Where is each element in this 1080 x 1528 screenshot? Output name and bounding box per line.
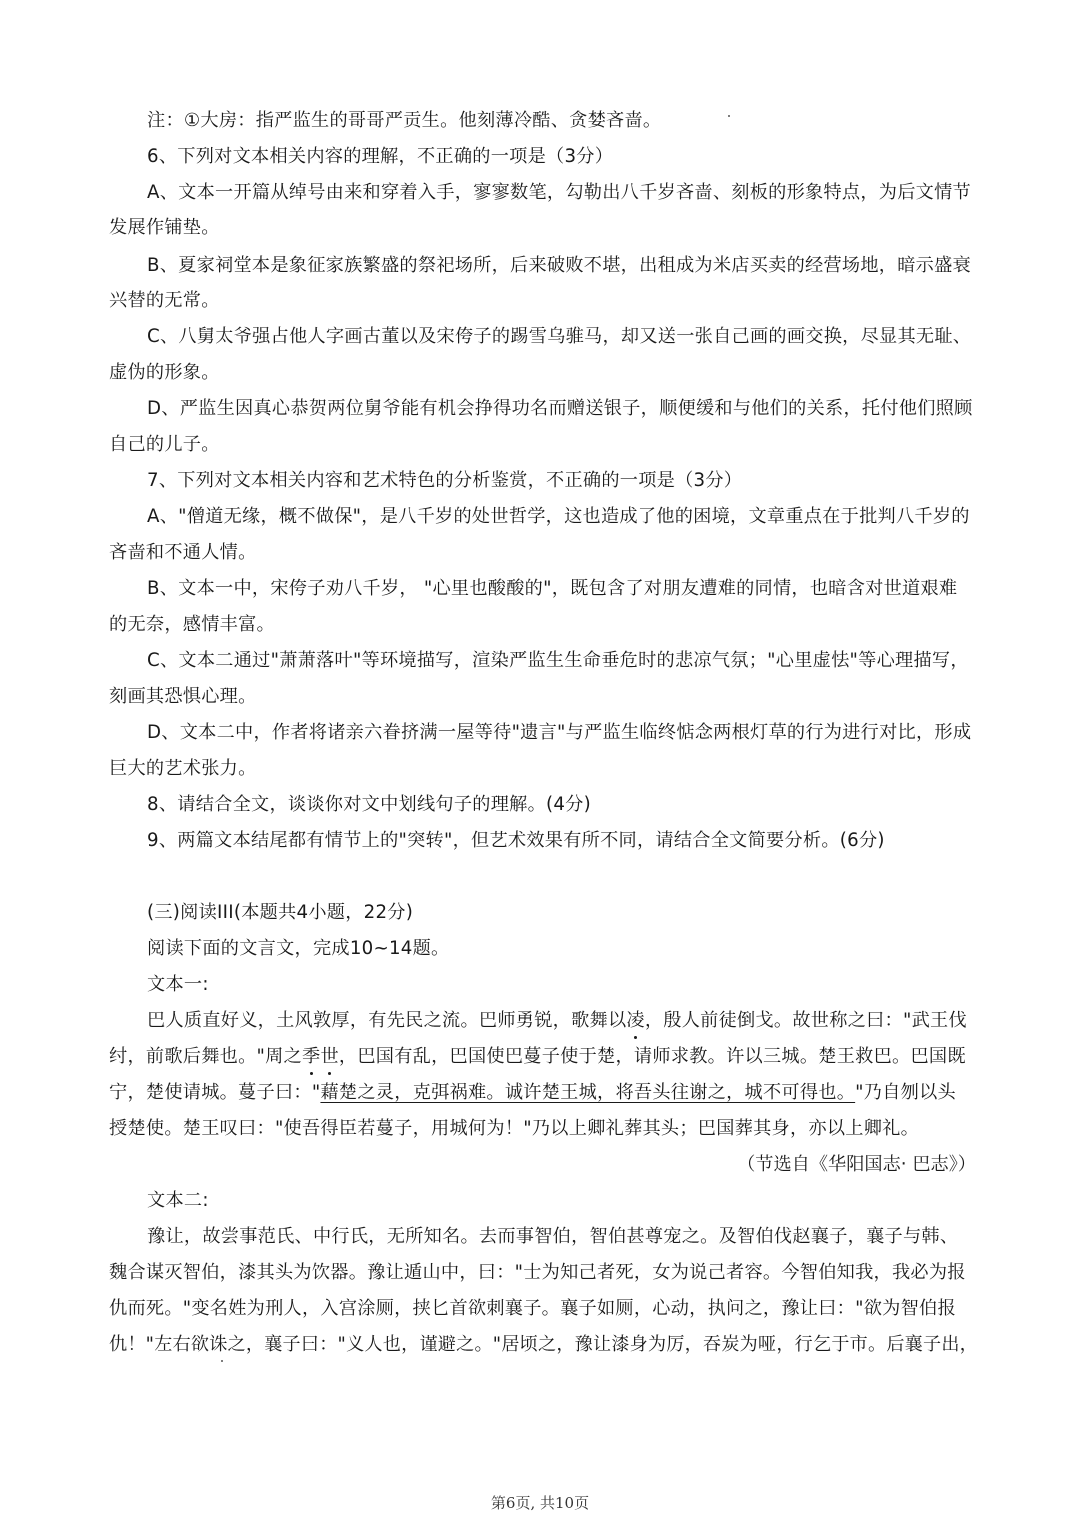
footnote: 注：①大房：指严监生的哥哥严贡生。他刻薄冷酷、贪婪吝啬。 <box>147 110 662 131</box>
text-1-label: 文本一: <box>147 974 209 995</box>
q6-option-c-cont: 虚伪的形象。 <box>109 362 220 383</box>
q6-option-d-cont: 自己的儿子。 <box>109 434 220 455</box>
text-segment: 巴人质直好义，土风敦厚，有先民之流。巴师勇锐，歌舞以 <box>147 1010 627 1031</box>
text-segment: 宁，楚使请城。蔓子曰：" <box>109 1082 321 1103</box>
page-number: 第6页, 共10页 <box>490 1494 590 1512</box>
scan-speck <box>221 1360 223 1362</box>
emphasis-dot-char: 季 <box>302 1046 321 1067</box>
text-1-line-3 <box>109 1081 956 1105</box>
q6-option-d: D、严监生因真心恭贺两位舅爷能有机会挣得功名而赠送银子，顺便缓和与他们的关系，托付他们照顾 <box>147 398 973 419</box>
question-8: 8、请结合全文，谈谈你对文中划线句子的理解。(4分) <box>147 794 591 815</box>
q7-option-c-cont: 刻画其恐惧心理。 <box>109 686 257 707</box>
text-segment: "乃自刎以头 <box>855 1082 956 1103</box>
text-1-line-1 <box>147 1009 967 1033</box>
text-2-line-3: 仇而死。"变名姓为刑人，入宫涂厕，挟匕首欲刺襄子。襄子如厕，心动，执问之，豫让曰："欲为智伯报 <box>109 1298 956 1319</box>
question-6-stem: 6、下列对文本相关内容的理解，不正确的一项是（3分） <box>147 146 614 167</box>
question-7-stem: 7、下列对文本相关内容和艺术特色的分析鉴赏，不正确的一项是（3分） <box>147 470 743 491</box>
q6-option-a: A、文本一开篇从绰号由来和穿着入手，寥寥数笔，勾勒出八千岁吝啬、刻板的形象特点，为后文情节 <box>147 182 971 203</box>
text-segment: ，巴国有乱，巴国使巴蔓子使于楚，请师求教。许以三城。楚王救巴。巴国既 <box>338 1046 966 1067</box>
section-heading: (三)阅读III(本题共4小题，22分) <box>147 902 414 923</box>
q7-option-a: A、"僧道无缘，概不做保"，是八千岁的处世哲学，这也造成了他的困境，文章重点在于批判八千岁的 <box>147 506 970 527</box>
q6-option-b: B、夏家祠堂本是象征家族繁盛的祭祀场所，后来破败不堪，出租成为米店买卖的经营场地，暗示盛衰 <box>147 255 971 276</box>
text-segment: 纣，前歌后舞也。"周之 <box>109 1046 302 1067</box>
q7-option-c: C、文本二通过"萧萧落叶"等环境描写，渲染严监生生命垂危时的悲凉气氛；"心里虚怯"等心理描写， <box>147 650 969 671</box>
text-segment: ，殷人前徒倒戈。故世称之曰："武王伐 <box>644 1010 967 1031</box>
reading-instruction: 阅读下面的文言文，完成10~14题。 <box>147 938 450 959</box>
emphasis-dot-char: 世 <box>320 1046 339 1067</box>
text-2-label: 文本二: <box>147 1190 209 1211</box>
underlined-sentence: 藉楚之灵，克弭祸难。诚许楚王城，将吾头往谢之，城不可得也。 <box>320 1082 856 1103</box>
q7-option-b: B、文本一中，宋侉子劝八千岁， "心里也酸酸的"，既包含了对朋友遭难的同情，也暗含对世道艰难 <box>147 578 958 599</box>
text-1-source: （节选自《华阳国志· 巴志》） <box>737 1154 976 1175</box>
question-9: 9、两篇文本结尾都有情节上的"突转"，但艺术效果有所不同，请结合全文简要分析。(6分) <box>147 830 885 851</box>
q6-option-c: C、八舅太爷强占他人字画古董以及宋侉子的踢雪乌骓马，却又送一张自己画的画交换，尽显其无耻、 <box>147 326 972 347</box>
text-2-line-4: 仇！"左右欲诛之，襄子曰："义人也，谨避之。"居顷之，豫让漆身为厉，吞炭为哑，行乞于市。后襄子出， <box>109 1334 979 1355</box>
emphasis-dot-char: 凌 <box>626 1010 645 1031</box>
q7-option-d-cont: 巨大的艺术张力。 <box>109 758 257 779</box>
text-1-line-2 <box>109 1045 966 1069</box>
text-2-line-2: 魏合谋灭智伯，漆其头为饮器。豫让遁山中，曰："士为知己者死，女为说己者容。今智伯知我，我必为报 <box>109 1262 966 1283</box>
scan-speck <box>728 115 730 117</box>
q6-option-b-cont: 兴替的无常。 <box>109 290 220 311</box>
text-2-line-1: 豫让，故尝事范氏、中行氏，无所知名。去而事智伯，智伯甚尊宠之。及智伯伐赵襄子，襄子与韩、 <box>147 1226 959 1247</box>
q6-option-a-cont: 发展作铺垫。 <box>109 217 220 238</box>
q7-option-b-cont: 的无奈，感情丰富。 <box>109 614 275 635</box>
text-1-line-4: 授楚使。楚王叹曰："使吾得臣若蔓子，用城何为！"乃以上卿礼葬其头；巴国葬其身，亦以上卿礼。 <box>109 1118 920 1139</box>
q7-option-d: D、文本二中，作者将诸亲六眷挤满一屋等待"遗言"与严监生临终惦念两根灯草的行为进行对比，形成 <box>147 722 972 743</box>
q7-option-a-cont: 吝啬和不通人情。 <box>109 542 257 563</box>
